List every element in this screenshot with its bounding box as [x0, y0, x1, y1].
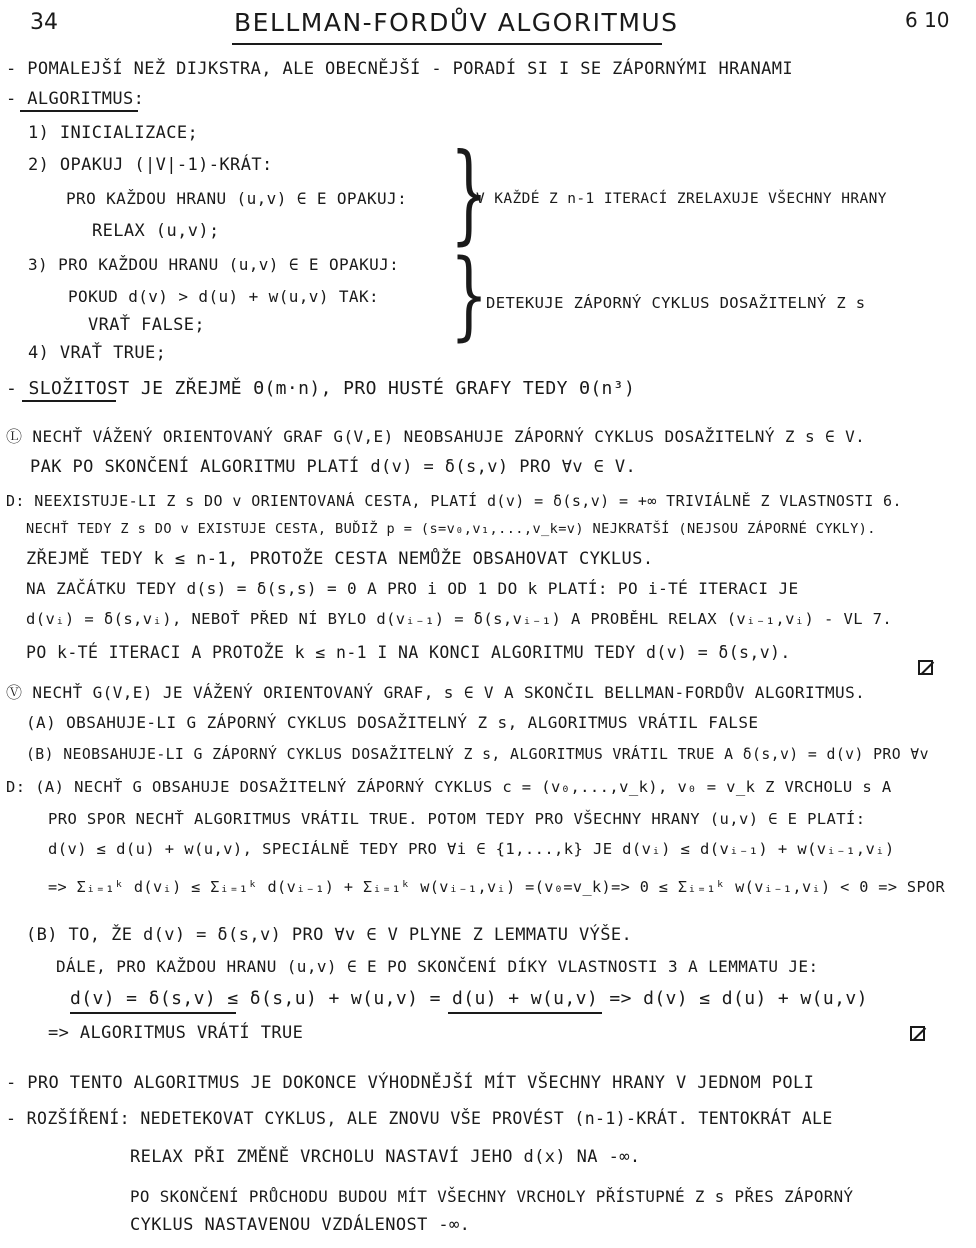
note-line: (A) OBSAHUJE-LI G ZÁPORNÝ CYKLUS DOSAŽITELNÝ Z s, ALGORITMUS VRÁTIL FALSE [26, 713, 759, 732]
underline [20, 110, 138, 112]
note-line: 2) OPAKUJ (|V|-1)-KRÁT: [28, 155, 273, 175]
note-line: - POMALEJŠÍ NEŽ DIJKSTRA, ALE OBECNĚJŠÍ - PORADÍ SI I SE ZÁPORNÝMI HRANAMI [6, 59, 793, 79]
underline [448, 1012, 602, 1014]
note-line: (B) TO, ŽE d(v) = δ(s,v) PRO ∀v ∈ V PLYNE Z LEMMATU VÝŠE. [26, 925, 633, 945]
note-line: d(v) ≤ d(u) + w(u,v), SPECIÁLNĚ TEDY PRO ∀i ∈ {1,...,k} JE d(vᵢ) ≤ d(vᵢ₋₁) + w(vᵢ₋₁,vᵢ) [48, 840, 895, 858]
corner-note: 6 10 [905, 8, 950, 32]
note-line: NA ZAČÁTKU TEDY d(s) = δ(s,s) = 0 A PRO i OD 1 DO k PLATÍ: PO i-TÉ ITERACI JE [26, 579, 799, 598]
page-title: BELLMAN-FORDŮV ALGORITMUS [234, 8, 679, 37]
curly-brace: } [450, 240, 489, 352]
note-line: - SLOŽITOST JE ZŘEJMĚ Θ(m·n), PRO HUSTÉ GRAFY TEDY Θ(n³) [6, 378, 636, 399]
note-line: => ALGORITMUS VRÁTÍ TRUE [48, 1023, 304, 1043]
qed-square [918, 660, 933, 675]
note-line: PRO SPOR NECHŤ ALGORITMUS VRÁTIL TRUE. POTOM TEDY PRO VŠECHNY HRANY (u,v) ∈ E PLATÍ: [48, 810, 866, 828]
note-line: - ALGORITMUS: [6, 89, 145, 109]
note-line: POKUD d(v) > d(u) + w(u,v) TAK: [68, 287, 380, 306]
note-line: 3) PRO KAŽDOU HRANU (u,v) ∈ E OPAKUJ: [28, 255, 400, 274]
note-line: V KAŽDÉ Z n-1 ITERACÍ ZRELAXUJE VŠECHNY HRANY [476, 191, 887, 207]
note-line: CYKLUS NASTAVENOU VZDÁLENOST -∞. [130, 1215, 471, 1235]
note-line: d(v) = δ(s,v) ≤ δ(s,u) + w(u,v) = d(u) + w(u,v) => d(v) ≤ d(u) + w(u,v) [70, 988, 868, 1009]
note-line: DETEKUJE ZÁPORNÝ CYKLUS DOSAŽITELNÝ Z s [486, 294, 866, 312]
note-line: - ROZŠÍŘENÍ: NEDETEKOVAT CYKLUS, ALE ZNOVU VŠE PROVÉST (n-1)-KRÁT. TENTOKRÁT ALE [6, 1109, 833, 1128]
underline [22, 400, 116, 402]
note-line: Ⓥ NECHŤ G(V,E) JE VÁŽENÝ ORIENTOVANÝ GRAF, s ∈ V A SKONČIL BELLMAN-FORDŮV ALGORITMUS. [6, 683, 866, 702]
note-line: d(vᵢ) = δ(s,vᵢ), NEBOŤ PŘED NÍ BYLO d(vᵢ₋₁) = δ(s,vᵢ₋₁) A PROBĚHL RELAX (vᵢ₋₁,vᵢ) - VL 7. [26, 610, 893, 628]
note-line: RELAX (u,v); [92, 221, 220, 241]
note-line: Ⓛ NECHŤ VÁŽENÝ ORIENTOVANÝ GRAF G(V,E) NEOBSAHUJE ZÁPORNÝ CYKLUS DOSAŽITELNÝ Z s ∈ V. [6, 427, 866, 446]
note-line: PO k-TÉ ITERACI A PROTOŽE k ≤ n-1 I NA KONCI ALGORITMU TEDY d(v) = δ(s,v). [26, 643, 791, 662]
note-line: RELAX PŘI ZMĚNĚ VRCHOLU NASTAVÍ JEHO d(x) NA -∞. [130, 1147, 641, 1167]
note-line: - PRO TENTO ALGORITMUS JE DOKONCE VÝHODNĚJŠÍ MÍT VŠECHNY HRANY V JEDNOM POLI [6, 1073, 815, 1093]
page-number: 34 [30, 10, 58, 35]
note-line: ZŘEJMĚ TEDY k ≤ n-1, PROTOŽE CESTA NEMŮŽE OBSAHOVAT CYKLUS. [26, 549, 654, 569]
note-line: VRAŤ FALSE; [88, 315, 205, 335]
note-line: (B) NEOBSAHUJE-LI G ZÁPORNÝ CYKLUS DOSAŽITELNÝ Z s, ALGORITMUS VRÁTIL TRUE A δ(s,v) = d(v) PRO ∀v [26, 746, 929, 763]
note-line: 4) VRAŤ TRUE; [28, 343, 167, 363]
note-line: 1) INICIALIZACE; [28, 123, 199, 143]
note-line: PRO KAŽDOU HRANU (u,v) ∈ E OPAKUJ: [66, 189, 408, 208]
note-line: => Σᵢ₌₁ᵏ d(vᵢ) ≤ Σᵢ₌₁ᵏ d(vᵢ₋₁) + Σᵢ₌₁ᵏ w(vᵢ₋₁,vᵢ) =(v₀=v_k)=> 0 ≤ Σᵢ₌₁ᵏ w(vᵢ₋₁,vᵢ) < 0 => SPOR [48, 878, 946, 896]
note-line: D: (A) NECHŤ G OBSAHUJE DOSAŽITELNÝ ZÁPORNÝ CYKLUS c = (v₀,...,v_k), v₀ = v_k Z VRCHOLU s A [6, 778, 892, 796]
curly-brace: } [450, 131, 489, 257]
note-line: D: NEEXISTUJE-LI Z s DO v ORIENTOVANÁ CESTA, PLATÍ d(v) = δ(s,v) = +∞ TRIVIÁLNĚ Z VLASTNOSTI 6. [6, 492, 902, 510]
note-line: PAK PO SKONČENÍ ALGORITMU PLATÍ d(v) = δ(s,v) PRO ∀v ∈ V. [30, 457, 637, 477]
title-underline [232, 43, 662, 45]
note-line: DÁLE, PRO KAŽDOU HRANU (u,v) ∈ E PO SKONČENÍ DÍKY VLASTNOSTI 3 A LEMMATU JE: [56, 957, 819, 976]
underline [70, 1012, 236, 1014]
note-line: NECHŤ TEDY Z s DO v EXISTUJE CESTA, BUĎIŽ p = (s=v₀,v₁,...,v_k=v) NEJKRATŠÍ (NEJSOU ZÁPORNÉ CYKLY). [26, 521, 876, 537]
note-line: PO SKONČENÍ PRŮCHODU BUDOU MÍT VŠECHNY VRCHOLY PŘÍSTUPNÉ Z s PŘES ZÁPORNÝ [130, 1187, 854, 1206]
qed-square [910, 1026, 925, 1041]
